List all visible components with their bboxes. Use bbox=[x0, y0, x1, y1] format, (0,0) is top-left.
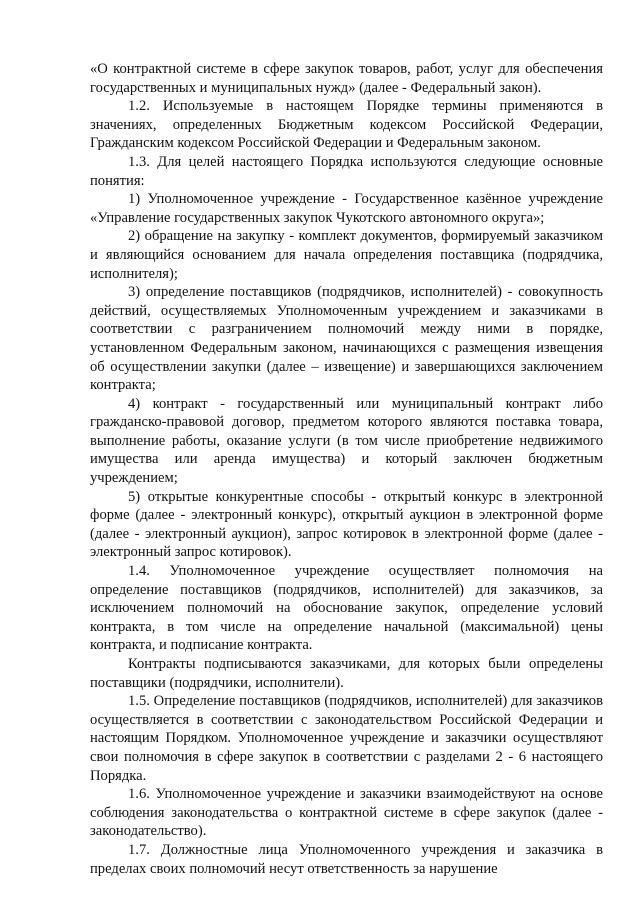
paragraph-definition-5: 5) открытые конкурентные способы - открытый конкурс в электронной форме (далее - электронный конкурс), открытый аукцион в электронной форме (далее - электронный аукцион), запрос котировок в электронной форме (далее - электронный запрос котировок). bbox=[90, 488, 603, 561]
paragraph-1-4: 1.4. Уполномоченное учреждение осуществляет полномочия на определение поставщиков (подрядчиков, исполнителей) для заказчиков, за исключением полномочий на обоснование закупок, определение условий контракта, в том числе на определение начальной (максимальной) цены контракта, и подписание контракта. bbox=[90, 563, 603, 654]
paragraph-1-3: 1.3. Для целей настоящего Порядка используются следующие основные понятия: bbox=[90, 153, 603, 189]
paragraph-1-2: 1.2. Используемые в настоящем Порядке термины применяются в значениях, определенных Бюджетным кодексом Российской Федерации, Гражданским кодексом Российской Федерации и Федеральным законом. bbox=[90, 98, 603, 152]
paragraph-contracts-signed: Контракты подписываются заказчиками, для которых были определены поставщики (подрядчики, исполнители). bbox=[90, 656, 603, 691]
paragraph-definition-3: 3) определение поставщиков (подрядчиков, исполнителей) - совокупность действий, осуществляемых Уполномоченным учреждением и заказчиками в соответствии с разграничением полномочий между ними в порядке, установленном Федеральным законом, начинающихся с размещения извещения об осуществлении закупки (далее – извещение) и завершающихся заключением контракта; bbox=[90, 284, 603, 394]
paragraph-1-6: 1.6. Уполномоченное учреждение и заказчики взаимодействуют на основе соблюдения законодательства о контрактной системе в сфере закупок (далее - законодательство). bbox=[90, 786, 603, 840]
paragraph-1-5: 1.5. Определение поставщиков (подрядчиков, исполнителей) для заказчиков осуществляется в соответствии с законодательством Российской Федерации и настоящим Порядком. Уполномоченное учреждение и заказчики осуществляют свои полномочия в сфере закупок в соответствии с разделами 2 - 6 настоящего Порядка. bbox=[90, 693, 603, 784]
document-page bbox=[90, 60, 603, 878]
paragraph-definition-2: 2) обращение на закупку - комплект документов, формируемый заказчиком и являющийся основанием для начала определения поставщика (подрядчика, исполнителя); bbox=[90, 228, 603, 282]
paragraph-1-7: 1.7. Должностные лица Уполномоченного учреждения и заказчика в пределах своих полномочий несут ответственность за нарушение bbox=[90, 841, 603, 877]
paragraph-law-title: «О контрактной системе в сфере закупок товаров, работ, услуг для обеспечения государственных и муниципальных нужд» (далее - Федеральный закон). bbox=[90, 61, 603, 96]
paragraph-definition-1: 1) Уполномоченное учреждение - Государственное казённое учреждение «Управление государственных закупок Чукотского автономного округа»; bbox=[90, 191, 603, 226]
paragraph-definition-4: 4) контракт - государственный или муниципальный контракт либо гражданско-правовой договор, предметом которого являются поставка товара, выполнение работы, оказание услуги (в том числе приобретение недвижимого имущества или аренда имущества) и который заключен бюджетным учреждением; bbox=[90, 395, 603, 487]
